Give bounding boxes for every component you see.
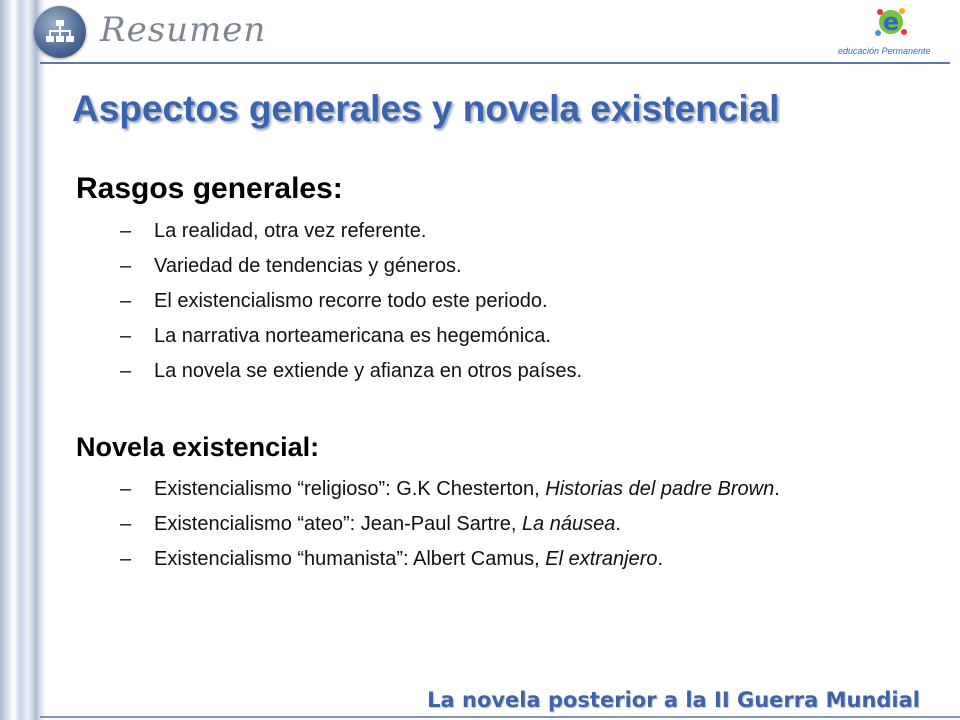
dash-bullet: – (120, 478, 132, 500)
list-item (120, 477, 860, 502)
item-text: El existencialismo recorre todo este periodo. (154, 290, 548, 312)
work-title: La náusea (521, 513, 616, 535)
section-heading-rasgos: Rasgos generales: (76, 172, 343, 205)
list-item (120, 359, 860, 384)
existencial-list (120, 477, 860, 582)
dash-bullet: – (120, 325, 132, 347)
dash-bullet: – (120, 220, 132, 242)
list-item (120, 254, 860, 279)
footer-divider (40, 716, 960, 718)
dash-bullet: – (120, 255, 132, 277)
dash-bullet: – (120, 513, 132, 535)
dash-bullet: – (120, 290, 132, 312)
item-text: Variedad de tendencias y géneros. (154, 255, 462, 277)
list-item (120, 324, 860, 349)
item-text: La novela se extiende y afianza en otros países. (154, 360, 583, 382)
section-label: Resumen (100, 10, 267, 50)
work-title: El extranjero (545, 548, 658, 570)
list-item (120, 512, 860, 537)
rasgos-list (120, 219, 860, 394)
item-suffix: . (657, 548, 664, 570)
work-title: Historias del padre Brown (545, 478, 775, 500)
item-text: Existencialismo “humanista”: Albert Camus, (154, 548, 546, 570)
item-text: La narrativa norteamericana es hegemónica. (154, 325, 551, 347)
item-text: Existencialismo “ateo”: Jean-Paul Sartre, (154, 513, 522, 535)
list-item (120, 289, 860, 314)
sitemap-icon (34, 6, 86, 58)
footer-title: La novela posterior a la II Guerra Mundial (427, 688, 920, 712)
item-suffix: . (615, 513, 621, 535)
left-decorative-band (0, 0, 46, 720)
list-item (120, 219, 860, 244)
list-item (120, 547, 860, 572)
header-divider (40, 62, 950, 64)
educacion-permanente-logo (836, 6, 946, 66)
item-text: Existencialismo “religioso”: G.K Chesterton, (154, 478, 546, 500)
dash-bullet: – (120, 360, 132, 382)
item-text: La realidad, otra vez referente. (154, 220, 427, 242)
slide-title: Aspectos generales y novela existencial (72, 88, 780, 129)
svg-text:e: e (882, 8, 900, 36)
section-heading-novela-existencial: Novela existencial: (76, 432, 320, 462)
logo-caption: educación Permanente (838, 46, 931, 56)
dash-bullet: – (120, 548, 132, 570)
item-suffix: . (774, 478, 780, 500)
